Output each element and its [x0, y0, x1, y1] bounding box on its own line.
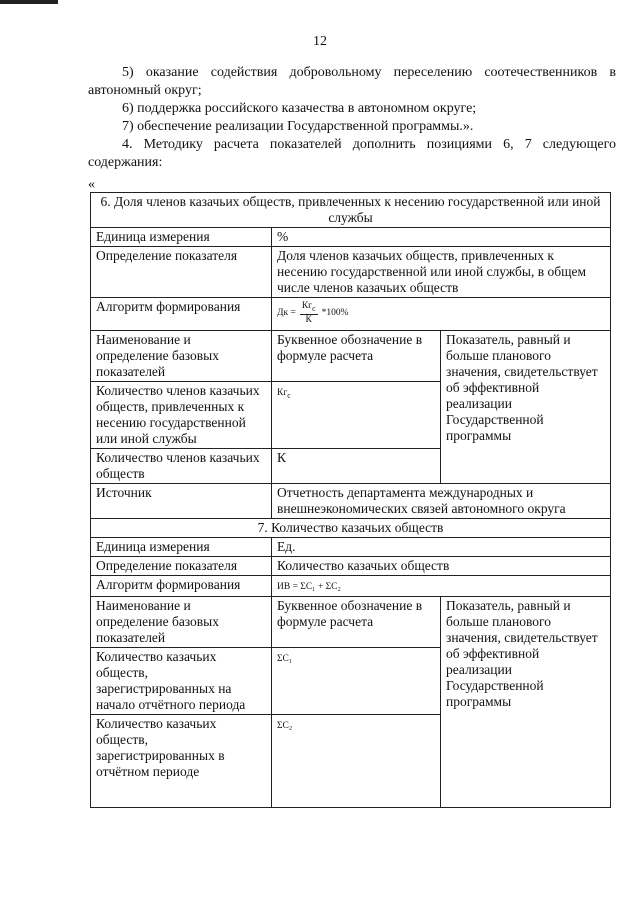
indicator6-side-note: Показатель, равный и больше планового значения, свидетельствует об эффективной реализации Государственной программы — [441, 331, 611, 484]
indicator6-base-row-1-symbol — [272, 382, 441, 449]
page-number: 12 — [313, 34, 327, 49]
indicator7-base-header-symbol: Буквенное обозначение в формуле расчета — [272, 597, 441, 648]
formula6-numerator: Кг — [301, 301, 313, 311]
indicator6-source-label: Источник — [91, 484, 272, 519]
indicator7-algorithm-label: Алгоритм формирования — [91, 576, 272, 597]
scan-corner-mark — [0, 0, 58, 4]
indicator6-unit-value: % — [272, 228, 611, 247]
indicator6-source-value: Отчетность департамента международных и внешнеэкономических связей автономного округа — [272, 484, 611, 519]
opening-quote: « — [88, 177, 95, 192]
indicator7-side-note: Показатель, равный и больше планового значения, свидетельствует об эффективной реализации Государственной программы — [441, 597, 611, 808]
formula6-numerator-sub: с — [312, 303, 316, 313]
indicator6-definition-value: Доля членов казачьих обществ, привлеченных к несению государственной или иной службы, в общем числе членов казачьих обществ — [272, 247, 611, 298]
indicator7-base-header-row — [91, 597, 611, 648]
indicator7-base-row-2-symbol — [272, 715, 441, 808]
indicator6-unit-label: Единица измерения — [91, 228, 272, 247]
formula6-lhs: Дк = — [277, 307, 296, 318]
indicator7-title-row — [91, 519, 611, 538]
indicator7-definition-label: Определение показателя — [91, 557, 272, 576]
indicator7-symbol-2: ΣC₂ — [277, 721, 293, 731]
formula6-tail: *100% — [321, 307, 349, 318]
indicator7-unit-row — [91, 538, 611, 557]
indicator6-base-header-name: Наименование и определение базовых показателей — [91, 331, 272, 382]
indicator6-definition-label: Определение показателя — [91, 247, 272, 298]
indicator7-title: 7. Количество казачьих обществ — [91, 519, 611, 538]
indicator7-base-header-name: Наименование и определение базовых показателей — [91, 597, 272, 648]
indicator7-symbol-1: ΣC₁ — [277, 654, 293, 664]
indicator7-algorithm-row — [91, 576, 611, 597]
indicator7-base-row-1-name: Количество казачьих обществ, зарегистрированных на начало отчётного периода — [91, 648, 272, 715]
indicator6-base-header-row — [91, 331, 611, 382]
indicator6-algorithm-row — [91, 298, 611, 331]
indicator6-definition-row — [91, 247, 611, 298]
indicator7-base-row-1-symbol — [272, 648, 441, 715]
indicator7-algorithm-formula — [272, 576, 611, 597]
paragraph-item-6: 6) поддержка российского казачества в автономном округе; — [122, 101, 477, 116]
indicator6-unit-row — [91, 228, 611, 247]
indicator6-algorithm-formula — [272, 298, 611, 331]
indicator6-symbol-1-sub: с — [287, 390, 291, 400]
table-bottom-padding — [96, 780, 266, 806]
indicator6-algorithm-label: Алгоритм формирования — [91, 298, 272, 331]
indicator6-source-row — [91, 484, 611, 519]
indicator7-definition-row — [91, 557, 611, 576]
indicator6-base-header-symbol: Буквенное обозначение в формуле расчета — [272, 331, 441, 382]
indicator7-base-row-2-name — [91, 715, 272, 808]
indicator6-base-row-2-symbol: К — [272, 449, 441, 484]
indicator7-definition-value: Количество казачьих обществ — [272, 557, 611, 576]
indicator6-title: 6. Доля членов казачьих обществ, привлеченных к несению государственной или иной службы — [91, 193, 611, 228]
paragraph-methodology: 4. Методику расчета показателей дополнить позициями 6, 7 следующего содержания: — [88, 137, 616, 170]
indicator7-base-row-2-name-text: Количество казачьих обществ, зарегистрированных в отчётном периоде — [96, 716, 225, 779]
indicator6-base-row-2-name: Количество членов казачьих обществ — [91, 449, 272, 484]
indicator7-unit-value: Ед. — [272, 538, 611, 557]
indicator7-unit-label: Единица измерения — [91, 538, 272, 557]
paragraph-item-7: 7) обеспечение реализации Государственной программы.». — [122, 119, 474, 134]
indicator6-title-row — [91, 193, 611, 228]
indicator6-symbol-1: Кг — [277, 388, 288, 398]
formula6-denominator: К — [305, 314, 312, 325]
indicator-table — [90, 192, 611, 808]
paragraph-item-5: 5) оказание содействия добровольному переселению соотечественников в автономный округ; — [88, 65, 616, 98]
formula7: ИВ = ΣC₁ + ΣC₂ — [277, 582, 341, 592]
body-text — [88, 64, 616, 172]
indicator6-base-row-1-name: Количество членов казачьих обществ, привлеченных к несению государственной или иной службы — [91, 382, 272, 449]
